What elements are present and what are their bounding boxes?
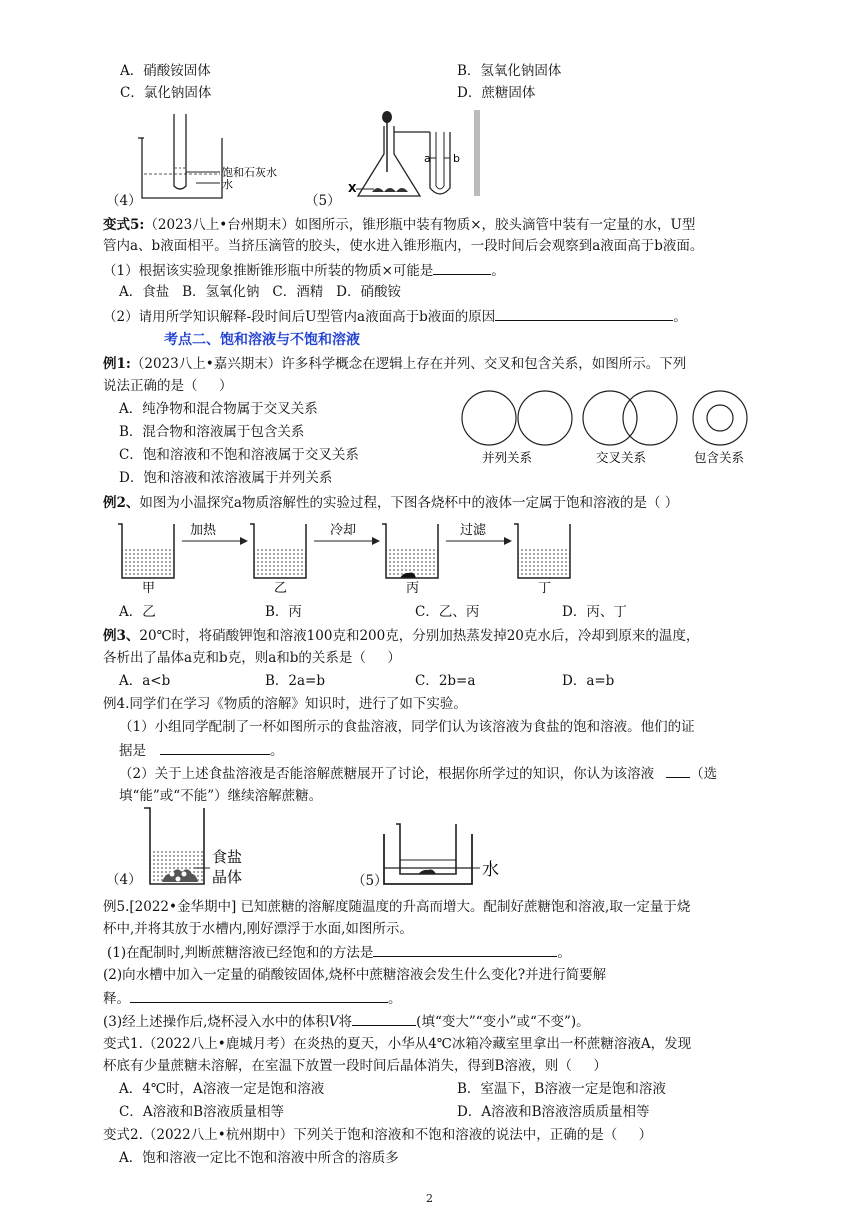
example3-option-a: A．a<b bbox=[119, 673, 171, 689]
option-a: A．硝酸铵固体 bbox=[120, 63, 211, 79]
flask-u-tube-figure bbox=[344, 108, 484, 204]
variant2-option-a: A．饱和溶液一定比不饱和溶液中所含的溶质多 bbox=[119, 1150, 399, 1166]
example1-option-d: D．饱和溶液和浓溶液属于并列关系 bbox=[119, 470, 333, 486]
water-tank-figure bbox=[378, 818, 508, 890]
variant5-q1-options: A．食盐 B．氢氧化钠 C．酒精 D．硝酸铵 bbox=[119, 284, 401, 300]
answer-blank[interactable] bbox=[352, 1012, 416, 1026]
variant5-q1: （1）根据该实验现象推断锥形瓶中所装的物质×可能是 。 bbox=[103, 263, 505, 279]
beaker-bing bbox=[382, 524, 438, 596]
example5-q1: (1)在配制时,判断蔗糖溶液已经饱和的方法是 。 bbox=[107, 945, 571, 961]
example3-line1: 例3、20℃时，将硝酸钾饱和溶液100克和200克，分别加热蒸发掉20克水后，冷却到原来的温度， bbox=[103, 628, 700, 644]
salt-label: 食盐 bbox=[212, 848, 243, 866]
answer-blank[interactable] bbox=[130, 989, 388, 1003]
variant1-line2: 杯底有少量蔗糖未溶解，在室温下放置一段时间后晶体消失，得到B溶液，则（ ） bbox=[103, 1058, 607, 1074]
variant1-line1: 变式1.（2022八上•鹿城月考）在炎热的夏天，小华从4℃冰箱冷藏室里拿出一杯蔗糖溶液A，发现 bbox=[103, 1036, 692, 1052]
step-cool: 冷却 bbox=[330, 523, 357, 538]
example2-option-c: C．乙、丙 bbox=[415, 604, 480, 620]
step-heat: 加热 bbox=[190, 523, 217, 538]
example2-option-d: D．丙、丁 bbox=[562, 604, 627, 620]
figure-5-label: （5） bbox=[352, 873, 388, 889]
option-d: D．蔗糖固体 bbox=[457, 85, 536, 101]
example2-line1: 例2、如图为小温探究a物质溶解性的实验过程，下图各烧杯中的液体一定属于饱和溶液的是（ ） bbox=[103, 495, 679, 511]
example5-q3: (3)经上述操作后,烧杯浸入水中的体积V将 (填“变大”“变小”或“不变”)。 bbox=[103, 1014, 590, 1030]
example1-option-c: C．饱和溶液和不饱和溶液属于交叉关系 bbox=[119, 447, 359, 463]
water-label: 水 bbox=[482, 860, 499, 880]
relations-figure bbox=[458, 384, 758, 470]
beaker-jia bbox=[118, 524, 174, 596]
beaker-yi bbox=[250, 524, 306, 596]
variant2-line1: 变式2.（2022八上•杭州期中）下列关于饱和溶液和不饱和溶液的说法中，正确的是（ ） bbox=[103, 1127, 653, 1143]
example3-option-d: D．a=b bbox=[562, 673, 615, 689]
example1-option-a: A．纯净物和混合物属于交叉关系 bbox=[119, 401, 318, 417]
parallel-label: 并列关系 bbox=[482, 450, 533, 465]
beaker-yi-label: 乙 bbox=[274, 581, 288, 596]
beaker-ding bbox=[514, 524, 570, 596]
intersect-label: 交叉关系 bbox=[596, 450, 647, 465]
example2-option-a: A．乙 bbox=[119, 604, 156, 620]
label-a: a bbox=[424, 152, 431, 165]
example5-line1: 例5.[2022•金华期中] 已知蔗糖的溶解度随温度的升高而增大。配制好蔗糖饱和溶液,取一定量于烧 bbox=[103, 899, 691, 915]
example3-option-c: C．2b=a bbox=[415, 673, 476, 689]
example1-line2: 说法正确的是（ ） bbox=[103, 378, 233, 394]
example5-q2a: (2)向水槽中加入一定量的硝酸铵固体,烧杯中蔗糖溶液会发生什么变化?并进行简要解 bbox=[103, 967, 607, 983]
variant5-line1: 变式5:（2023八上•台州期末）如图所示，锥形瓶中装有物质×，胶头滴管中装有一定量的水，U型 bbox=[103, 217, 696, 233]
example1-line1: 例1:（2023八上•嘉兴期末）许多科学概念在逻辑上存在并列、交叉和包含关系，如图所示。下列 bbox=[103, 356, 687, 372]
variant5-q2: （2）请用所学知识解释-段时间后U型管内a液面高于b液面的原因 。 bbox=[103, 309, 687, 325]
example1-option-b: B．混合物和溶液属于包含关系 bbox=[119, 424, 305, 440]
option-b: B．氢氧化钠固体 bbox=[457, 63, 562, 79]
example5-q2b: 释。 。 bbox=[103, 991, 402, 1007]
beaker-ding-label: 丁 bbox=[538, 581, 552, 596]
example4-line1: （1）小组同学配制了一杯如图所示的食盐溶液，同学们认为该溶液为食盐的饱和溶液。他们的证 bbox=[119, 719, 695, 735]
variant1-option-b: B．室温下，B溶液一定是饱和溶液 bbox=[457, 1081, 666, 1097]
beaker-bing-label: 丙 bbox=[406, 581, 420, 596]
answer-blank[interactable] bbox=[433, 261, 491, 275]
variant1-option-c: C．A溶液和B溶液质量相等 bbox=[119, 1104, 284, 1120]
figure-4-label: （4） bbox=[106, 193, 142, 209]
example4-line4: 填“能”或“不能”）继续溶解蔗糖。 bbox=[119, 788, 323, 804]
figure-4-label: （4） bbox=[106, 872, 142, 888]
section-heading: 考点二、饱和溶液与不饱和溶液 bbox=[164, 332, 360, 348]
label-b: b bbox=[453, 152, 460, 165]
answer-blank[interactable] bbox=[160, 741, 270, 755]
variant1-option-a: A．4℃时，A溶液一定是饱和溶液 bbox=[119, 1081, 325, 1097]
crystal-label: 晶体 bbox=[212, 868, 243, 886]
figure-5-label: （5） bbox=[305, 193, 341, 209]
lime-water-label: 饱和石灰水 bbox=[222, 166, 277, 179]
salt-beaker-figure bbox=[140, 802, 260, 892]
contain-label: 包含关系 bbox=[694, 450, 745, 465]
step-filter: 过滤 bbox=[460, 523, 487, 538]
beaker-jia-label: 甲 bbox=[142, 581, 156, 596]
label-x: X bbox=[348, 182, 357, 195]
water-label: 水 bbox=[222, 178, 233, 191]
option-c: C．氯化钠固体 bbox=[120, 85, 212, 101]
variant5-line2: 管内a、b液面相平。当挤压滴管的胶头，使水进入锥形瓶内，一段时间后会观察到a液面高于b液面。 bbox=[103, 238, 704, 254]
example4-line3: （2）关于上述食盐溶液是否能溶解蔗糖展开了讨论，根据你所学过的知识，你认为该溶液 （选 bbox=[119, 766, 718, 782]
example5-line2: 杯中,并将其放于水槽内,刚好漂浮于水面,如图所示。 bbox=[103, 921, 413, 937]
example3-option-b: B．2a=b bbox=[265, 673, 326, 689]
variant1-option-d: D．A溶液和B溶液溶质质量相等 bbox=[457, 1104, 650, 1120]
example4-line0: 例4.同学们在学习《物质的溶解》知识时，进行了如下实验。 bbox=[103, 696, 467, 712]
example3-line2: 各析出了晶体a克和b克，则a和b的关系是（ ） bbox=[103, 650, 401, 666]
answer-blank[interactable] bbox=[373, 943, 557, 957]
answer-blank[interactable] bbox=[495, 307, 673, 321]
answer-blank[interactable] bbox=[666, 764, 690, 778]
page-number: 2 bbox=[426, 1192, 433, 1205]
example2-option-b: B．丙 bbox=[265, 604, 302, 620]
lime-water-figure bbox=[136, 108, 286, 204]
example4-line2: 据是 。 bbox=[119, 743, 284, 759]
beakers-process-figure bbox=[112, 512, 572, 598]
